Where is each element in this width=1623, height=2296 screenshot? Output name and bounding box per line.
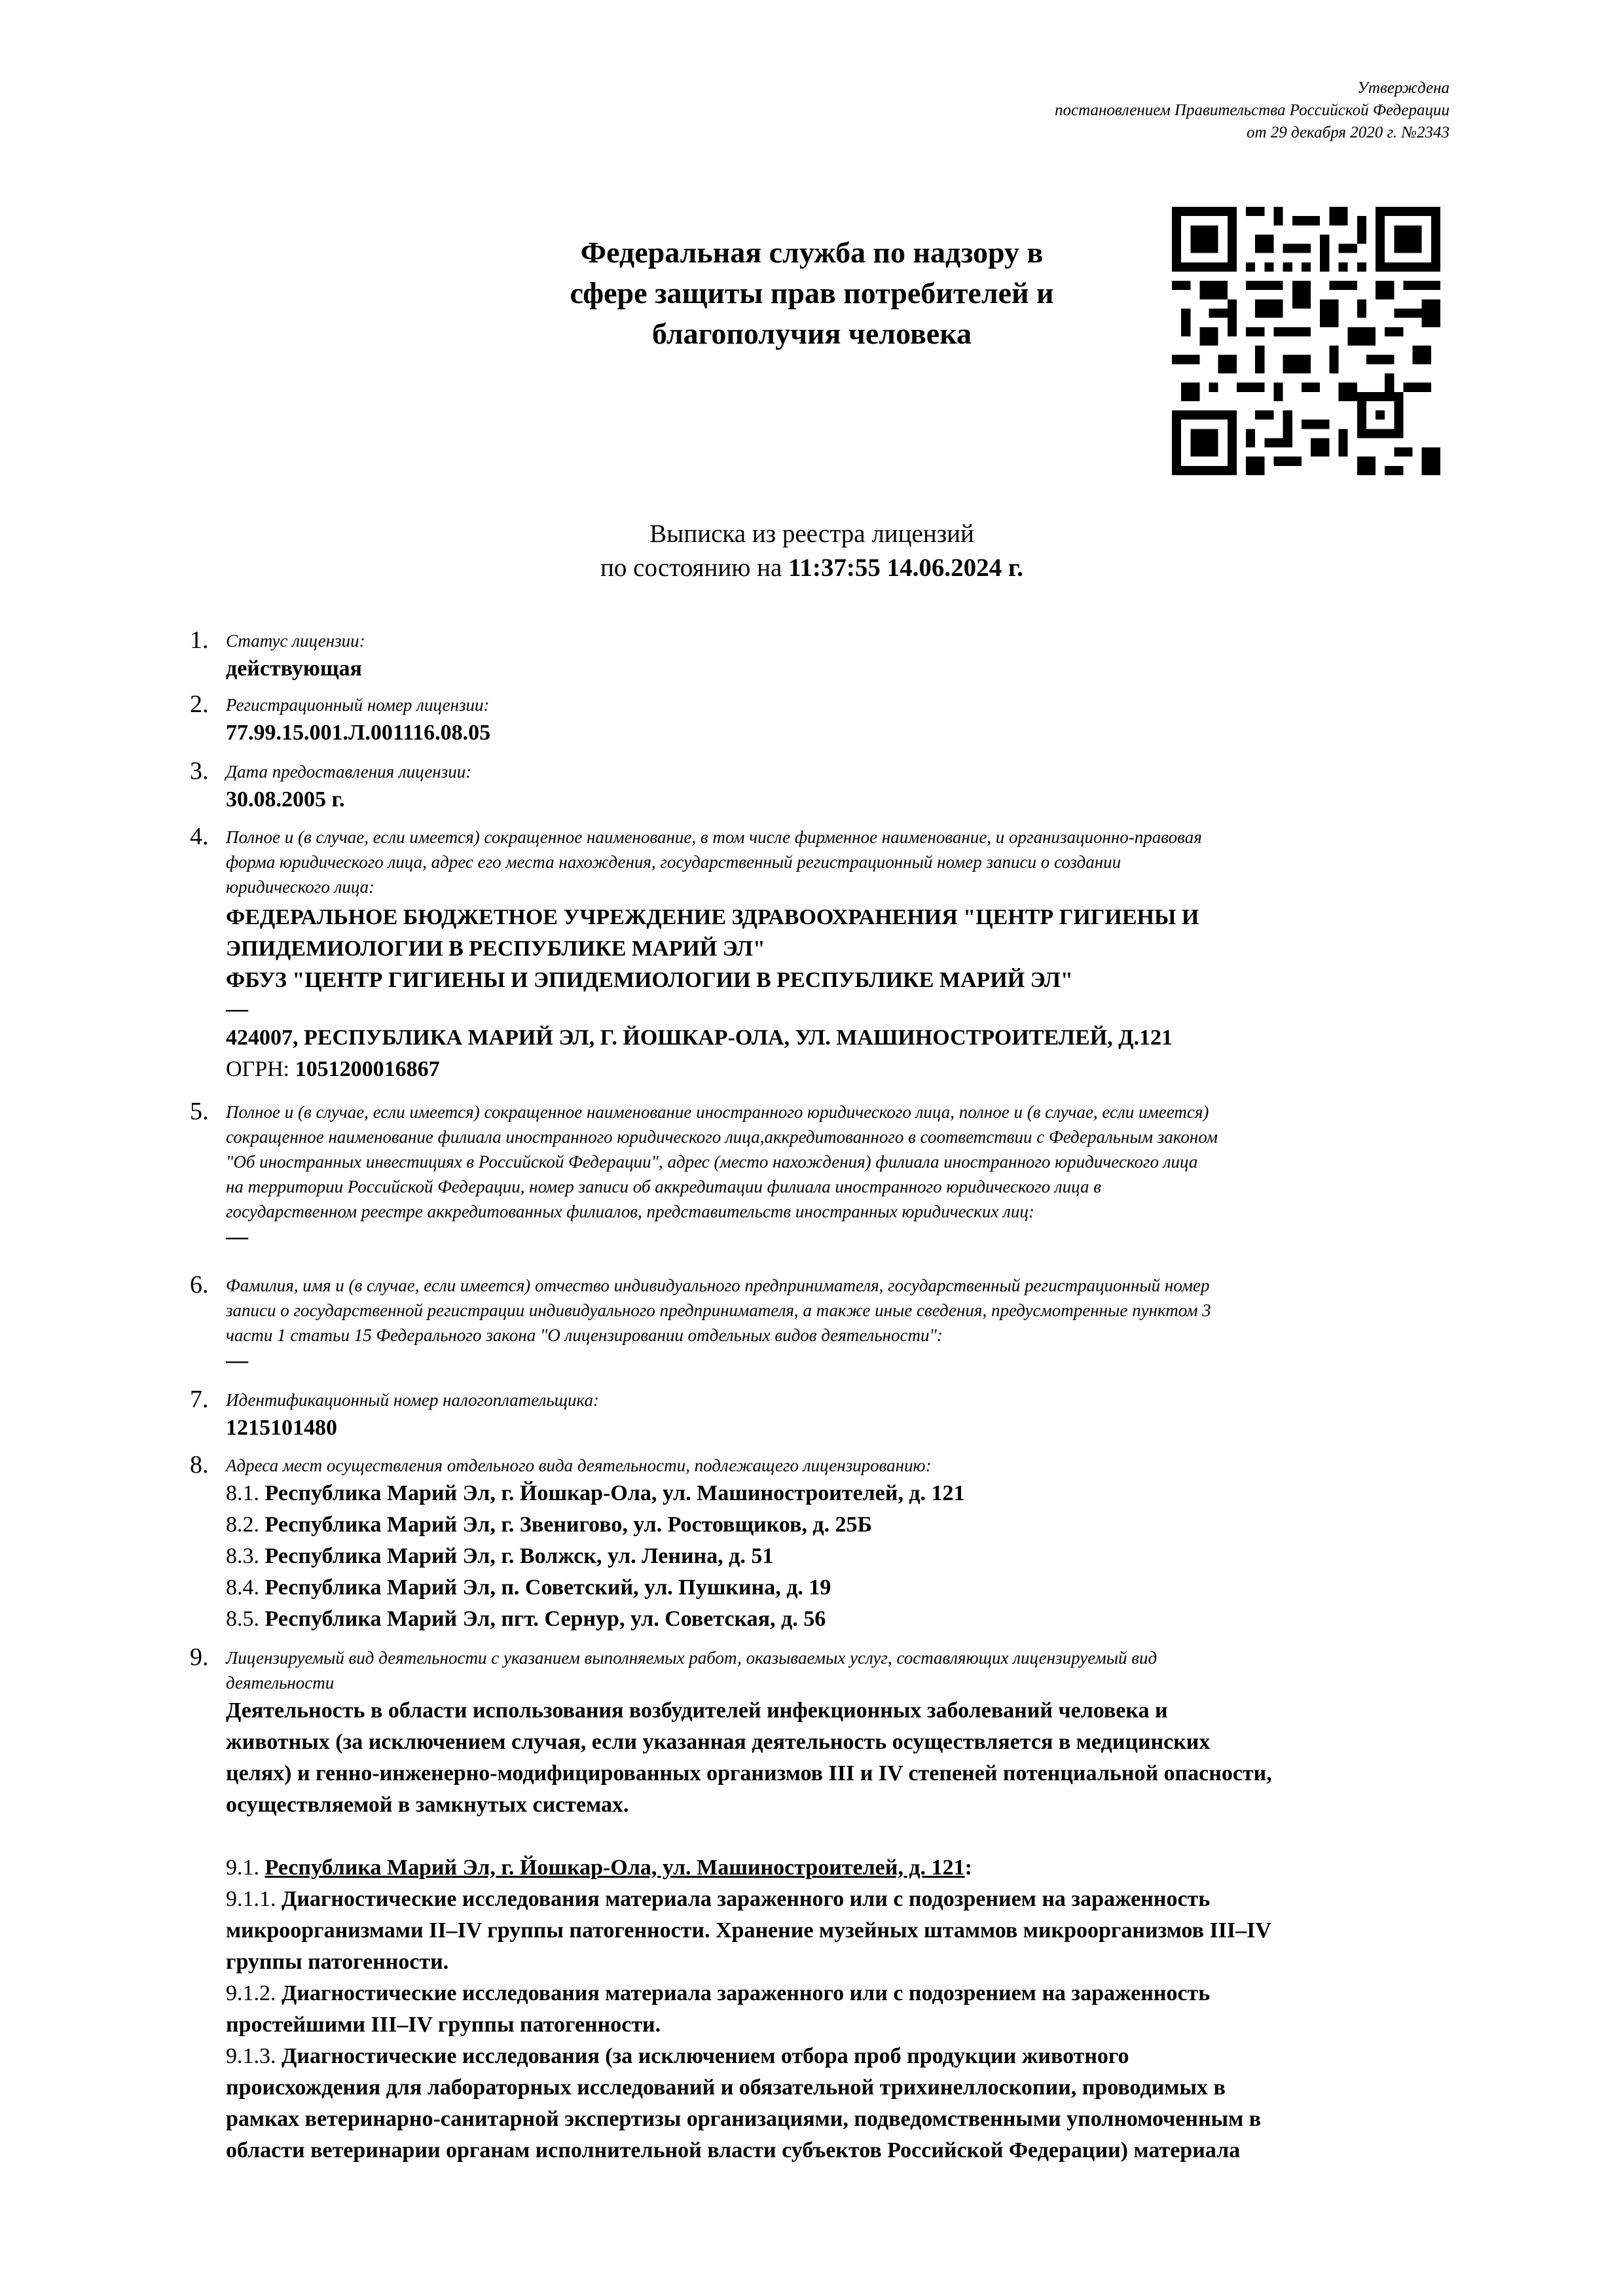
- work-9-1-2-line: [226, 1978, 1457, 2009]
- item-registration-number: [190, 691, 1457, 749]
- item-label: Статус лицензии:: [226, 631, 365, 651]
- item-label-line: Полное и (в случае, если имеется) сокращенное наименование, в том числе фирменное наименование, и организационно-правовая: [226, 827, 1202, 847]
- activity-description-line: осуществляемой в замкнутых системах.: [226, 1793, 629, 1817]
- activity-description-line: целях) и генно-инженерно-модифицированных организмов III и IV степеней потенциальной опасности,: [226, 1761, 1272, 1785]
- agency-title: [484, 232, 1139, 354]
- empty-dash: —: [226, 997, 248, 1021]
- address-number: 8.2.: [226, 1513, 265, 1537]
- item-number: 5.: [190, 1098, 209, 1125]
- subsection-colon: :: [964, 1856, 972, 1880]
- approval-line-3: от 29 декабря 2020 г. №2343: [1246, 124, 1450, 141]
- item-label-line: сокращенное наименование филиала иностранного юридического лица,аккредитованного в соответствии с Федеральным законом: [226, 1127, 1218, 1147]
- item-issue-date: [190, 757, 1457, 816]
- item-label-line: юридического лица:: [226, 877, 375, 897]
- ogrn-value: 1051200016867: [295, 1057, 440, 1081]
- work-9-1-1-line: группы патогенности.: [226, 1950, 449, 1974]
- item-label-line: части 1 статьи 15 Федерального закона "О лицензировании отдельных видов деятельности":: [226, 1325, 943, 1345]
- address-text: Республика Марий Эл, п. Советский, ул. Пушкина, д. 19: [264, 1575, 831, 1600]
- work-9-1-3-line: [226, 2041, 1457, 2072]
- work-9-1-3-line: области ветеринарии органам исполнительной власти субъектов Российской Федерации) материала: [226, 2138, 1241, 2162]
- work-text: Диагностические исследования материала зараженного или с подозрением на зараженность: [282, 1981, 1211, 2005]
- work-9-1-2-line: простейшими III–IV группы патогенности.: [226, 2013, 661, 2037]
- work-text: Диагностические исследования (за исключением отбора проб продукции животного: [282, 2044, 1129, 2068]
- item-activity-addresses: [190, 1451, 1457, 1635]
- work-text: Диагностические исследования материала зараженного или с подозрением на зараженность: [282, 1887, 1211, 1911]
- item-legal-entity: [190, 823, 1457, 1085]
- activity-description-line: Деятельность в области использования возбудителей инфекционных заболеваний человека и: [226, 1698, 1168, 1723]
- item-number: 6.: [190, 1271, 209, 1299]
- item-number: 1.: [190, 626, 209, 654]
- approval-line-2: постановлением Правительства Российской Федерации: [1055, 101, 1450, 119]
- item-label: Адреса мест осуществления отдельного вида деятельности, подлежащего лицензированию:: [226, 1456, 932, 1475]
- work-number: 9.1.1.: [226, 1887, 282, 1911]
- item-label-line: форма юридического лица, адрес его места нахождения, государственный регистрационный номер записи о создании: [226, 852, 1122, 872]
- item-label: Дата предоставления лицензии:: [226, 762, 472, 781]
- entity-address: 424007, РЕСПУБЛИКА МАРИЙ ЭЛ, Г. ЙОШКАР-ОЛА, УЛ. МАШИНОСТРОИТЕЛЕЙ, Д.121: [226, 1026, 1173, 1050]
- extract-line-2: [419, 551, 1205, 585]
- item-individual-entrepreneur: [190, 1271, 1457, 1374]
- address-number: 8.5.: [226, 1607, 265, 1631]
- item-taxpayer-id: [190, 1386, 1457, 1444]
- entity-full-name-line: ЭПИДЕМИОЛОГИИ В РЕСПУБЛИКЕ МАРИЙ ЭЛ": [226, 937, 765, 961]
- item-label-line: Полное и (в случае, если имеется) сокращенное наименование иностранного юридического лица, полное и (в случае, если имеется): [226, 1102, 1209, 1122]
- item-number: 4.: [190, 823, 209, 850]
- item-label-line: государственном реестре аккредитованных филиалов, представительств иностранных юридических лиц:: [226, 1202, 1034, 1221]
- item-number: 9.: [190, 1643, 209, 1671]
- address-item: [226, 1509, 1457, 1541]
- work-9-1-1-line: [226, 1884, 1457, 1915]
- address-text: Республика Марий Эл, г. Волжск, ул. Ленина, д. 51: [264, 1544, 774, 1568]
- registration-number-value: 77.99.15.001.Л.001116.08.05: [226, 721, 491, 745]
- extract-timestamp: 11:37:55 14.06.2024 г.: [788, 554, 1023, 582]
- item-label-line: Лицензируемый вид деятельности с указанием выполняемых работ, оказываемых услуг, составляющих лицензируемый вид: [226, 1648, 1158, 1668]
- license-status-value: действующая: [226, 656, 362, 681]
- ogrn-line: [226, 1054, 1457, 1085]
- work-number: 9.1.3.: [226, 2044, 282, 2068]
- item-number: 8.: [190, 1451, 209, 1479]
- extract-line-1: Выписка из реестра лицензий: [649, 520, 974, 548]
- issue-date-value: 30.08.2005 г.: [226, 787, 345, 812]
- address-text: Республика Марий Эл, г. Йошкар-Ола, ул. Машиностроителей, д. 121: [264, 1481, 965, 1505]
- extract-heading: [419, 517, 1205, 585]
- qr-code-image: [1172, 207, 1440, 475]
- address-item: [226, 1572, 1457, 1604]
- agency-line-1: Федеральная служба по надзору в: [580, 236, 1044, 269]
- item-foreign-entity: [190, 1098, 1457, 1250]
- address-number: 8.3.: [226, 1544, 265, 1568]
- empty-dash: —: [226, 1348, 248, 1372]
- item-number: 3.: [190, 757, 209, 785]
- address-text: Республика Марий Эл, пгт. Сернур, ул. Советская, д. 56: [264, 1607, 826, 1631]
- subsection-address: Республика Марий Эл, г. Йошкар-Ола, ул. Машиностроителей, д. 121: [264, 1856, 965, 1880]
- address-item: [226, 1478, 1457, 1509]
- empty-dash: —: [226, 1225, 248, 1249]
- work-9-1-3-line: происхождения для лабораторных исследований и обязательной трихинеллоскопии, проводимых в: [226, 2075, 1226, 2100]
- address-item: [226, 1541, 1457, 1572]
- activity-description-line: животных (за исключением случая, если указанная деятельность осуществляется в медицинских: [226, 1730, 1211, 1754]
- entity-full-name-line: ФЕДЕРАЛЬНОЕ БЮДЖЕТНОЕ УЧРЕЖДЕНИЕ ЗДРАВООХРАНЕНИЯ "ЦЕНТР ГИГИЕНЫ И: [226, 905, 1199, 929]
- item-label-line: Фамилия, имя и (в случае, если имеется) отчество индивидуального предпринимателя, государственный регистрационный номер: [226, 1276, 1210, 1295]
- work-number: 9.1.2.: [226, 1981, 282, 2005]
- subsection-9-1: [226, 1852, 1457, 1884]
- item-number: 7.: [190, 1386, 209, 1413]
- approval-note: [1055, 77, 1450, 144]
- agency-line-3: благополучия человека: [651, 317, 972, 350]
- item-licensed-activity: [190, 1643, 1457, 2166]
- item-label: Идентификационный номер налогоплательщика:: [226, 1390, 599, 1410]
- item-license-status: [190, 626, 1457, 685]
- item-number: 2.: [190, 691, 209, 718]
- taxpayer-id-value: 1215101480: [226, 1416, 337, 1440]
- subsection-number: 9.1.: [226, 1856, 265, 1880]
- ogrn-label: ОГРН:: [226, 1057, 295, 1081]
- item-label-line: на территории Российской Федерации, номер записи об аккредитации филиала иностранного юридического лица в: [226, 1177, 1101, 1196]
- address-number: 8.1.: [226, 1481, 265, 1505]
- item-label-line: "Об иностранных инвестициях в Российской Федерации", адрес (место нахождения) филиала иностранного юридического лица: [226, 1152, 1198, 1172]
- item-label: Регистрационный номер лицензии:: [226, 695, 490, 715]
- approval-line-1: Утверждена: [1357, 79, 1450, 97]
- extract-prefix: по состоянию на: [600, 554, 789, 582]
- entity-short-name: ФБУЗ "ЦЕНТР ГИГИЕНЫ И ЭПИДЕМИОЛОГИИ В РЕСПУБЛИКЕ МАРИЙ ЭЛ": [226, 968, 1073, 992]
- address-item: [226, 1604, 1457, 1635]
- address-number: 8.4.: [226, 1575, 265, 1600]
- work-9-1-1-line: микроорганизмами II–IV группы патогенности. Хранение музейных штаммов микроорганизмов III–IV: [226, 1918, 1271, 1943]
- agency-line-2: сфере защиты прав потребителей и: [570, 276, 1054, 310]
- item-label-line: деятельности: [226, 1673, 335, 1693]
- work-9-1-3-line: рамках ветеринарно-санитарной экспертизы организациями, подведомственными уполномоченным в: [226, 2107, 1262, 2131]
- address-text: Республика Марий Эл, г. Звенигово, ул. Ростовщиков, д. 25Б: [264, 1513, 873, 1537]
- item-label-line: записи о государственной регистрации индивидуального предпринимателя, а также иные сведения, предусмотренные пунктом 3: [226, 1300, 1211, 1320]
